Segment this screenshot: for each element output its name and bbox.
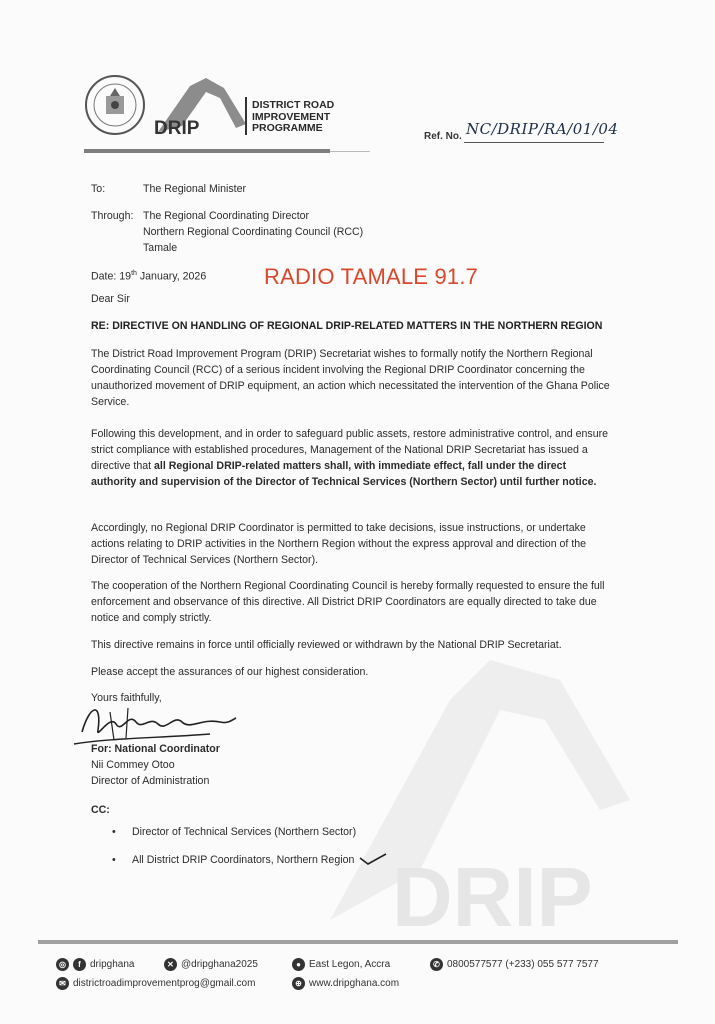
location-pin-icon: ● <box>292 958 305 971</box>
date-line <box>91 266 206 285</box>
watermark-text: DRIP <box>392 850 593 940</box>
paragraph-4: The cooperation of the Northern Regional Coordinating Council is hereby formally requested to ensure the full enforcement and observance of this directive. All District DRIP Coordinators are equally directed to take due notice and comply strictly. <box>91 580 605 624</box>
ref-number: NC/DRIP/RA/01/04 <box>466 120 619 138</box>
drip-logo-icon <box>150 76 250 138</box>
brand-line: DISTRICT ROAD <box>252 99 335 111</box>
email-address: districtroadimprovementprog@gmail.com <box>73 978 256 989</box>
facebook-icon: f <box>73 958 86 971</box>
header-rule <box>84 149 330 153</box>
date-label: Date: <box>91 270 117 283</box>
presidency-seal-icon <box>84 74 146 136</box>
ref-underline <box>464 142 604 143</box>
paragraph-5: This directive remains in force until officially reviewed or withdrawn by the National DRIP Secretariat. <box>91 639 562 651</box>
date-rest: January, 2026 <box>136 270 207 283</box>
drip-watermark <box>300 640 680 940</box>
logo-text: DRIP <box>154 118 200 138</box>
brand-name <box>252 100 334 135</box>
footer-social <box>56 958 134 971</box>
cc-item-text: Director of Technical Services (Northern Sector) <box>132 826 357 838</box>
salutation: Dear Sir <box>91 293 130 305</box>
through-line: Tamale <box>143 242 178 254</box>
through-line: Northern Regional Coordinating Council (RCC) <box>143 226 364 238</box>
header-rule-thin <box>330 151 370 152</box>
signatory-name: Nii Commey Otoo <box>91 759 175 771</box>
footer-x <box>164 958 258 971</box>
paragraph-1: The District Road Improvement Program (DRIP) Secretariat wishes to formally notify the Northern Regional Coordinating Council (RCC) of a serious incident involving the Regional DRIP Coordinator concerning the unauthorized movement of DRIP equipment, an action which necessitated the intervention of the Ghana Police Service. <box>91 348 610 408</box>
location-text: East Legon, Accra <box>309 959 391 970</box>
globe-icon: ⊕ <box>292 977 305 990</box>
cc-item-text: All District DRIP Coordinators, Northern Region <box>132 854 355 866</box>
brand-line: PROGRAMME <box>252 122 323 134</box>
to-value: The Regional Minister <box>143 183 247 195</box>
cc-label: CC: <box>91 804 110 816</box>
brand-divider <box>245 97 247 135</box>
cc-item: • All District DRIP Coordinators, Northern Region <box>112 854 355 866</box>
to-label: To: <box>91 183 106 195</box>
signatory-title: Director of Administration <box>91 775 210 787</box>
date-day: 19 <box>119 270 132 283</box>
footer-phone <box>430 958 599 971</box>
through-line: The Regional Coordinating Director <box>143 210 310 222</box>
phone-text: 0800577577 (+233) 055 577 7577 <box>447 959 599 970</box>
footer-email <box>56 977 255 990</box>
x-icon: ✕ <box>164 958 177 971</box>
paragraph-2-bold: all Regional DRIP-related matters shall, with immediate effect, fall under the direct authority and supervision of the Director of Technical Services (Northern Sector) until further notice. <box>91 460 597 488</box>
instagram-icon: ◎ <box>56 958 69 971</box>
footer-location <box>292 958 390 971</box>
radio-overlay-caption: RADIO TAMALE 91.7 <box>264 264 479 289</box>
website-text: www.dripghana.com <box>309 978 400 989</box>
phone-icon: ✆ <box>430 958 443 971</box>
footer-rule <box>38 940 678 944</box>
brand-line: IMPROVEMENT <box>252 110 331 123</box>
paragraph-6: Please accept the assurances of our highest consideration. <box>91 666 369 678</box>
paragraph-3: Accordingly, no Regional DRIP Coordinator is permitted to take decisions, issue instructions, or undertake actions relating to DRIP activities in the Northern Region without the express approval and direction of the Director of Technical Services (Northern Sector). <box>91 522 587 566</box>
paragraph-2 <box>91 426 611 490</box>
social-handle: dripghana <box>90 959 135 970</box>
date-suffix: th <box>131 270 137 277</box>
subject-line: RE: DIRECTIVE ON HANDLING OF REGIONAL DRIP-RELATED MATTERS IN THE NORTHERN REGION <box>91 320 603 332</box>
paragraph-2-text: Following this development, and in order to safeguard public assets, restore administrative control, and ensure strict compliance with established procedures, Management of the National DRIP Secretariat has issued a directive that <box>91 428 609 472</box>
tick-mark-icon <box>358 852 388 866</box>
for-line: For: National Coordinator <box>91 743 220 755</box>
yours-faithfully: Yours faithfully, <box>91 692 162 704</box>
x-handle: @dripghana2025 <box>181 959 258 970</box>
email-icon: ✉ <box>56 977 69 990</box>
ref-label: Ref. No. <box>424 131 462 142</box>
through-label: Through: <box>91 210 134 222</box>
footer-website <box>292 977 399 990</box>
cc-item: • Director of Technical Services (Northern Sector) <box>112 826 357 838</box>
